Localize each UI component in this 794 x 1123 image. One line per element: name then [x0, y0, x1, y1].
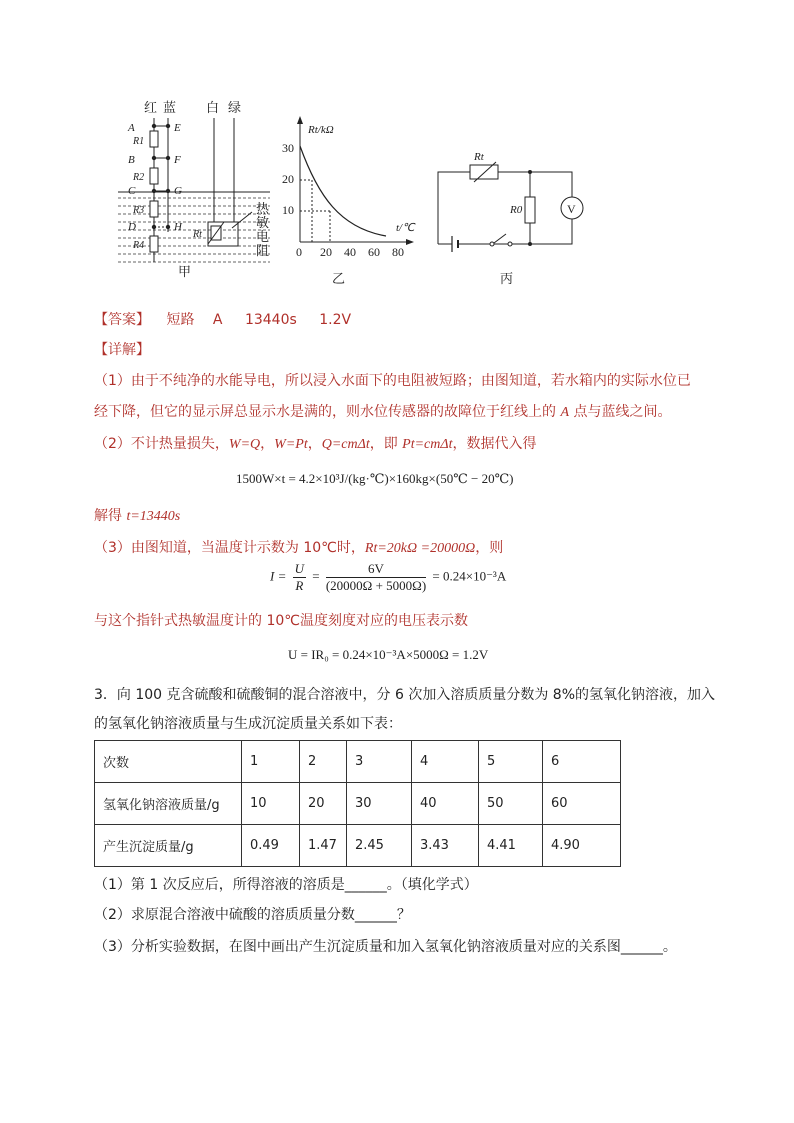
table-cell: 50 — [479, 783, 543, 825]
resistor-r4 — [150, 236, 158, 252]
table-cell: 4.41 — [479, 825, 543, 867]
table-cell: 4.90 — [543, 825, 621, 867]
wire-label-white: 白 — [206, 101, 220, 116]
yi-xtick: 20 — [320, 245, 332, 259]
answer-label: 【答案】 — [94, 312, 150, 328]
yi-ytick: 30 — [282, 141, 294, 155]
q3-sub2: （2）求原混合溶液中硫酸的溶质质量分数______？ — [94, 907, 411, 923]
table-row — [95, 825, 621, 867]
resistor-label-r3: R3 — [133, 205, 145, 216]
answer-line — [94, 310, 351, 330]
resistor-label-r2: R2 — [133, 172, 145, 183]
answer-item: 1.2V — [319, 312, 352, 328]
q3-sub1: （1）第 1 次反应后，所得溶液的溶质是______。（填化学式） — [94, 877, 478, 893]
bing-label-r0: R0 — [510, 204, 523, 216]
figure-panel — [0, 0, 794, 300]
resistor-label-r1: R1 — [133, 136, 145, 147]
table-cell: 0.49 — [242, 825, 300, 867]
resistor-r2 — [150, 168, 158, 184]
q3-sub3: （3）分析实验数据，在图中画出产生沉淀质量和加入氢氧化钠溶液质量对应的关系图______。 — [94, 939, 677, 955]
figure-bing — [438, 151, 583, 287]
detail-solve: 解得 t=13440s — [94, 508, 181, 524]
table-row — [95, 783, 621, 825]
answer-item: 短路 — [166, 312, 195, 328]
equation-voltage: U = IR₀ = 0.24×10⁻³A×5000Ω = 1.2V — [288, 647, 489, 662]
detail-p4: 与这个指针式热敏温度计的 10℃温度刻度对应的电压表示数 — [94, 613, 468, 629]
wire-label-blue: 蓝 — [163, 101, 177, 116]
yi-curve — [300, 146, 386, 236]
table-cell: 3.43 — [412, 825, 479, 867]
thermistor-label: 热 敏 电 阻 — [256, 202, 270, 259]
table-cell: 3 — [347, 741, 412, 783]
bing-label-rt: Rt — [474, 151, 484, 163]
point-label-d: D — [128, 221, 136, 233]
resistor-label-r4: R4 — [133, 240, 145, 251]
table-cell: 产生沉淀质量/g — [95, 825, 242, 867]
detail-label: 【详解】 — [94, 342, 150, 358]
table-cell: 40 — [412, 783, 479, 825]
detail-p3: （3）由图知道，当温度计示数为 10℃时，Rt=20kΩ =20000Ω，则 — [94, 540, 504, 556]
point-label-b: B — [128, 154, 135, 166]
resistor-r1 — [150, 131, 158, 147]
yi-xtick: 80 — [392, 245, 404, 259]
figure-yi — [282, 116, 416, 287]
detail-p1-line2: 经下降，但它的显示屏总显示水是满的，则水位传感器的故障位于红线上的 A 点与蓝线之间。 — [94, 404, 672, 420]
point-label-g: G — [174, 185, 182, 197]
figure-jia — [118, 100, 273, 280]
table-cell: 氢氧化钠溶液质量/g — [95, 783, 242, 825]
caption-yi: 乙 — [332, 272, 346, 287]
bing-label-v: V — [567, 202, 576, 216]
answer-item: A — [212, 312, 223, 328]
yi-xtick: 40 — [344, 245, 356, 259]
point-label-f: F — [174, 154, 181, 166]
equation-heat: 1500W×t = 4.2×10³J/(kg·℃)×160kg×(50℃ − 20℃) — [236, 471, 514, 486]
q3-stem-line1: 3．向 100 克含硫酸和硫酸铜的混合溶液中，分 6 次加入溶质质量分数为 8%的氢氧化钠溶液，加入 — [94, 687, 715, 703]
bing-circuit-loop — [438, 172, 572, 244]
caption-bing: 丙 — [500, 272, 514, 287]
table-cell: 60 — [543, 783, 621, 825]
table-cell: 2 — [300, 741, 347, 783]
table-cell: 1.47 — [300, 825, 347, 867]
yi-xlabel: t/℃ — [396, 222, 415, 234]
table-cell: 5 — [479, 741, 543, 783]
yi-xtick: 60 — [368, 245, 380, 259]
table-cell: 6 — [543, 741, 621, 783]
q3-stem-line2: 的氢氧化钠溶液质量与生成沉淀质量关系如下表： — [94, 716, 402, 732]
equation-current: I = $\frac{U}{R}$ = $\frac{6V}{(20000\Omega + 5000\Omega)}$ = 0.24×10⁻³A — [270, 561, 507, 593]
point-label-e: E — [174, 122, 181, 134]
detail-p1-line1: （1）由于不纯净的水能导电，所以浸入水面下的电阻被短路；由图知道，若水箱内的实际水位已 — [94, 373, 691, 389]
yi-ytick: 20 — [282, 172, 294, 186]
table-row — [95, 741, 621, 783]
point-label-c: C — [128, 185, 136, 197]
bing-rt — [470, 165, 498, 179]
sensor-label-rt: Rt — [193, 229, 202, 240]
caption-jia: 甲 — [178, 265, 192, 280]
answer-item: 13440s — [244, 312, 297, 328]
wire-label-red: 红 — [144, 101, 158, 116]
table-cell: 次数 — [95, 741, 242, 783]
switch — [494, 234, 506, 243]
table-cell: 30 — [347, 783, 412, 825]
table-cell: 2.45 — [347, 825, 412, 867]
table-cell: 10 — [242, 783, 300, 825]
point-label-a: A — [128, 122, 135, 134]
point-label-h: H — [174, 221, 182, 233]
q3-data-table — [94, 740, 621, 867]
table-cell: 20 — [300, 783, 347, 825]
yi-ytick: 10 — [282, 203, 294, 217]
yi-xtick: 0 — [296, 245, 302, 259]
resistor-r3 — [150, 201, 158, 217]
wire-label-green: 绿 — [228, 101, 242, 116]
yi-ylabel: Rt/kΩ — [308, 124, 334, 136]
bing-r0 — [525, 197, 535, 223]
detail-p2: （2）不计热量损失，W=Q，W=Pt，Q=cmΔt，即 Pt=cmΔt，数据代入得 — [94, 436, 537, 452]
table-cell: 1 — [242, 741, 300, 783]
table-cell: 4 — [412, 741, 479, 783]
